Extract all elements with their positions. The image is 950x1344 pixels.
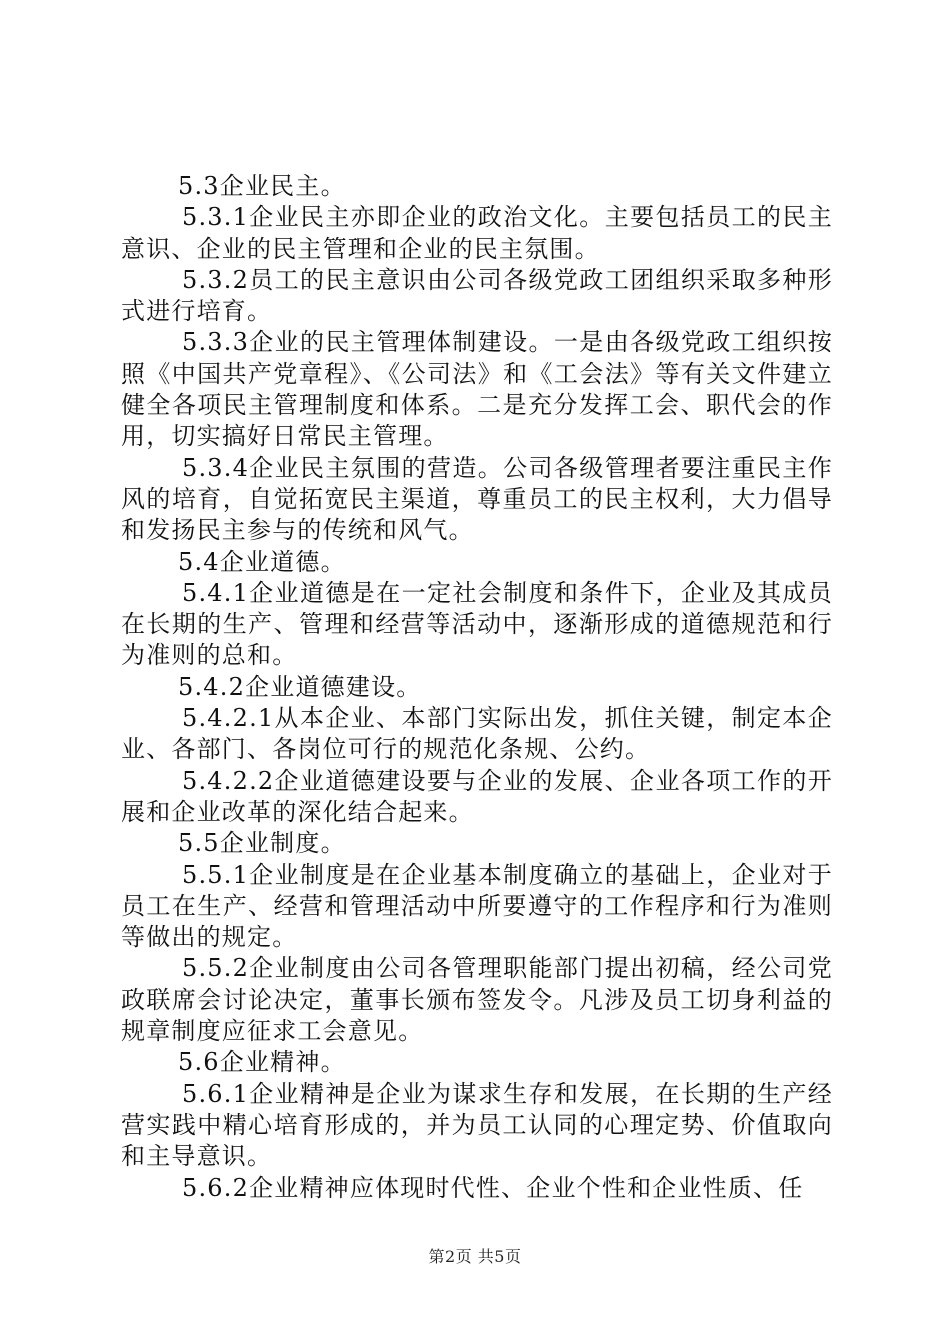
paragraph-5-3-3: 5.3.3企业的民主管理体制建设。一是由各级党政工组织按照《中国共产党章程》、《公司法》和《工会法》等有关文件建立健全各项民主管理制度和体系。二是充分发挥工会、职代会的作用，切实搞好日常民主管理。 xyxy=(121,328,833,451)
paragraph-5-6-2: 5.6.2企业精神应体现时代性、企业个性和企业性质、任 xyxy=(182,1173,804,1202)
paragraph-5-6-1: 5.6.1企业精神是企业为谋求生存和发展，在长期的生产经营实践中精心培育形成的，并为员工认同的心理定势、价值取向和主导意识。 xyxy=(121,1079,833,1171)
paragraph-5-3-1: 5.3.1企业民主亦即企业的政治文化。主要包括员工的民主意识、企业的民主管理和企业的民主氛围。 xyxy=(121,203,833,263)
paragraph-5-3-4: 5.3.4企业民主氛围的营造。公司各级管理者要注重民主作风的培育，自觉拓宽民主渠道，尊重员工的民主权利，大力倡导和发扬民主参与的传统和风气。 xyxy=(121,453,833,545)
section-heading-5-3: 5.3企业民主。 xyxy=(178,172,346,200)
paragraph-5-5-1: 5.5.1企业制度是在企业基本制度确立的基础上，企业对于员工在生产、经营和管理活动中所要遵守的工作程序和行为准则等做出的规定。 xyxy=(121,860,833,952)
paragraph-5-5-2: 5.5.2企业制度由公司各管理职能部门提出初稿，经公司党政联席会讨论决定，董事长颁布签发令。凡涉及员工切身利益的规章制度应征求工会意见。 xyxy=(121,954,833,1046)
subsection-heading-5-4-2: 5.4.2企业道德建设。 xyxy=(178,672,422,701)
paragraph-5-4-1: 5.4.1企业道德是在一定社会制度和条件下，企业及其成员在长期的生产、管理和经营等活动中，逐渐形成的道德规范和行为准则的总和。 xyxy=(121,578,833,670)
paragraph-5-3-2: 5.3.2员工的民主意识由公司各级党政工团组织采取多种形式进行培育。 xyxy=(121,265,833,326)
document-body xyxy=(121,171,833,1204)
page-number-footer: 第2页 共5页 xyxy=(428,1247,522,1266)
section-heading-5-6: 5.6企业精神。 xyxy=(178,1048,346,1077)
paragraph-5-4-2-1: 5.4.2.1从本企业、本部门实际出发，抓住关键，制定本企业、各部门、各岗位可行的规范化条规、公约。 xyxy=(121,704,833,764)
section-heading-5-4: 5.4企业道德。 xyxy=(178,547,346,576)
paragraph-5-4-2-2: 5.4.2.2企业道德建设要与企业的发展、企业各项工作的开展和企业改革的深化结合起来。 xyxy=(121,766,833,826)
section-heading-5-5: 5.5企业制度。 xyxy=(178,829,346,858)
